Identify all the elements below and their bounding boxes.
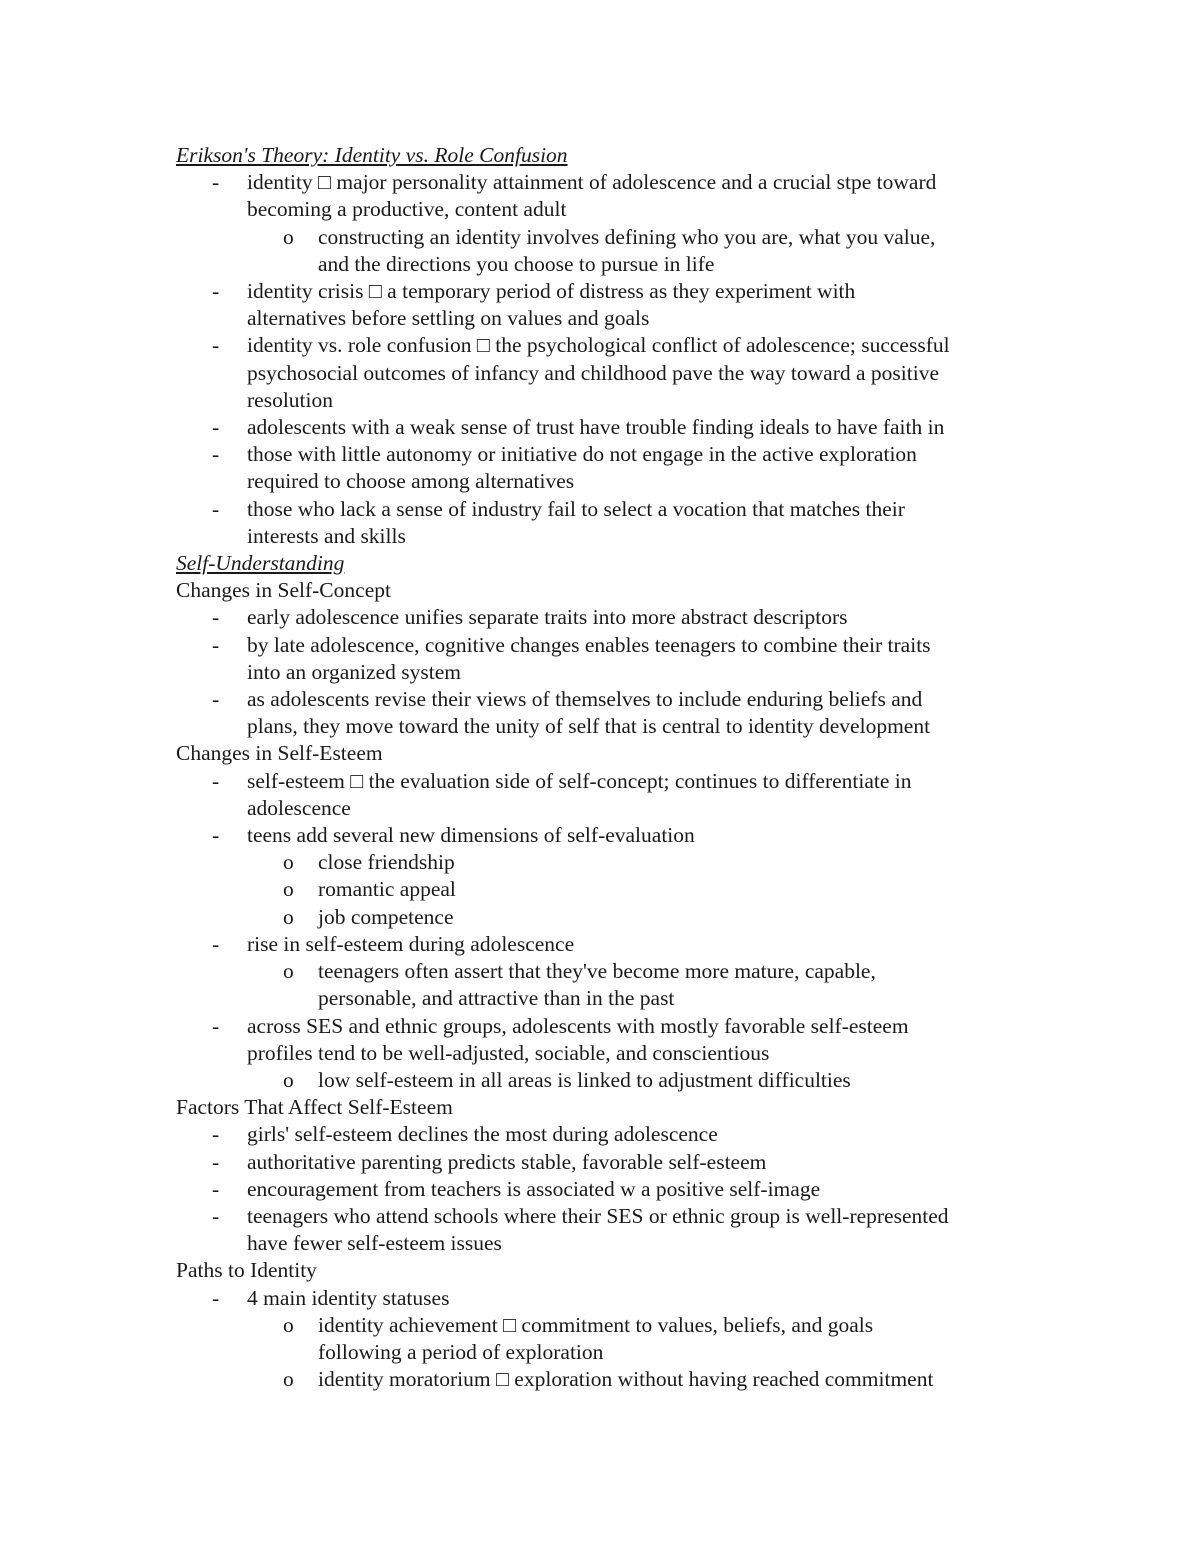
line-text: personable, and attractive than in the past [318,986,675,1011]
circle-bullet-icon: o [283,959,294,984]
line-text: psychosocial outcomes of infancy and childhood pave the way toward a positive [247,360,939,385]
bullet-item [0,441,1200,468]
line-text: those with little autonomy or initiative do not engage in the active exploration [247,442,917,467]
document-body [0,142,1200,1393]
line-text: self-esteem □ the evaluation side of self-concept; continues to differentiate in [247,768,912,793]
circle-bullet-icon: o [283,850,294,875]
line-text: teens add several new dimensions of self-evaluation [247,823,695,848]
bullet-item [0,713,1200,740]
circle-bullet-icon: o [283,904,294,929]
line-text: interests and skills [247,523,406,548]
bullet-item [0,1203,1200,1230]
line-text: and the directions you choose to pursue in life [318,251,715,276]
bullet-item [0,632,1200,659]
bullet-item [0,496,1200,523]
bullet-item [0,795,1200,822]
dash-bullet-icon: - [212,170,220,195]
section-heading [0,550,1200,577]
sub-bullet-item [0,251,1200,278]
bullet-item [0,468,1200,495]
line-text: early adolescence unifies separate traits into more abstract descriptors [247,605,848,630]
dash-bullet-icon: - [212,442,220,467]
dash-bullet-icon: - [212,931,220,956]
line-text: resolution [247,387,333,412]
bullet-item [0,1285,1200,1312]
line-text: following a period of exploration [318,1339,604,1364]
line-text: rise in self-esteem during adolescence [247,931,575,956]
line-text: those who lack a sense of industry fail to select a vocation that matches their [247,496,905,521]
line-text: constructing an identity involves defining who you are, what you value, [318,224,936,249]
dash-bullet-icon: - [212,1203,220,1228]
line-text: job competence [318,904,454,929]
dash-bullet-icon: - [212,768,220,793]
line-text: Changes in Self-Esteem [176,741,383,766]
line-text: identity vs. role confusion □ the psychological conflict of adolescence; successful [247,333,950,358]
dash-bullet-icon: - [212,632,220,657]
sub-bullet-item [0,1366,1200,1393]
line-text: close friendship [318,850,455,875]
sub-bullet-item [0,958,1200,985]
dash-bullet-icon: - [212,415,220,440]
bullet-item [0,1176,1200,1203]
dash-bullet-icon: - [212,1285,220,1310]
sub-bullet-item [0,1312,1200,1339]
section-heading [0,142,1200,169]
bullet-item [0,332,1200,359]
line-text: Factors That Affect Self-Esteem [176,1095,453,1120]
line-text: teenagers who attend schools where their SES or ethnic group is well-represented [247,1203,949,1228]
line-text: authoritative parenting predicts stable, favorable self-esteem [247,1149,767,1174]
line-text: encouragement from teachers is associated w a positive self-image [247,1176,821,1201]
line-text: identity crisis □ a temporary period of distress as they experiment with [247,279,856,304]
line-text: girls' self-esteem declines the most during adolescence [247,1122,718,1147]
dash-bullet-icon: - [212,605,220,630]
line-text: 4 main identity statuses [247,1285,450,1310]
bullet-item [0,360,1200,387]
subsection-title [0,740,1200,767]
line-text: Self-Understanding [176,551,345,576]
subsection-title [0,577,1200,604]
bullet-item [0,768,1200,795]
line-text: alternatives before settling on values and goals [247,306,650,331]
line-text: across SES and ethnic groups, adolescents with mostly favorable self-esteem [247,1013,909,1038]
line-text: adolescents with a weak sense of trust have trouble finding ideals to have faith in [247,415,945,440]
bullet-item [0,686,1200,713]
bullet-item [0,169,1200,196]
circle-bullet-icon: o [283,224,294,249]
bullet-item [0,278,1200,305]
bullet-item [0,1013,1200,1040]
circle-bullet-icon: o [283,1312,294,1337]
line-text: have fewer self-esteem issues [247,1231,502,1256]
bullet-item [0,196,1200,223]
sub-bullet-item [0,876,1200,903]
bullet-item [0,414,1200,441]
line-text: by late adolescence, cognitive changes enables teenagers to combine their traits [247,632,931,657]
bullet-item [0,931,1200,958]
sub-bullet-item [0,224,1200,251]
line-text: becoming a productive, content adult [247,197,567,222]
sub-bullet-item [0,1067,1200,1094]
line-text: into an organized system [247,659,461,684]
line-text: romantic appeal [318,877,456,902]
subsection-title [0,1094,1200,1121]
dash-bullet-icon: - [212,279,220,304]
circle-bullet-icon: o [283,1367,294,1392]
line-text: identity achievement □ commitment to values, beliefs, and goals [318,1312,874,1337]
line-text: teenagers often assert that they've become more mature, capable, [318,959,876,984]
sub-bullet-item [0,904,1200,931]
bullet-item [0,1149,1200,1176]
bullet-item [0,822,1200,849]
dash-bullet-icon: - [212,496,220,521]
dash-bullet-icon: - [212,1122,220,1147]
line-text: adolescence [247,795,351,820]
line-text: Erikson's Theory: Identity vs. Role Confusion [176,143,568,167]
bullet-item [0,1230,1200,1257]
bullet-item [0,523,1200,550]
line-text: as adolescents revise their views of themselves to include enduring beliefs and [247,687,923,712]
dash-bullet-icon: - [212,1013,220,1038]
sub-bullet-item [0,849,1200,876]
line-text: Paths to Identity [176,1258,317,1283]
bullet-item [0,387,1200,414]
bullet-item [0,1040,1200,1067]
dash-bullet-icon: - [212,687,220,712]
dash-bullet-icon: - [212,823,220,848]
dash-bullet-icon: - [212,1149,220,1174]
bullet-item [0,1121,1200,1148]
line-text: identity moratorium □ exploration without having reached commitment [318,1367,934,1392]
circle-bullet-icon: o [283,1067,294,1092]
line-text: required to choose among alternatives [247,469,575,494]
line-text: low self-esteem in all areas is linked to adjustment difficulties [318,1067,851,1092]
line-text: identity □ major personality attainment of adolescence and a crucial stpe toward [247,170,937,195]
sub-bullet-item [0,985,1200,1012]
bullet-item [0,659,1200,686]
bullet-item [0,305,1200,332]
line-text: Changes in Self-Concept [176,578,391,603]
sub-bullet-item [0,1339,1200,1366]
subsection-title [0,1257,1200,1284]
line-text: plans, they move toward the unity of self that is central to identity development [247,714,931,739]
dash-bullet-icon: - [212,1176,220,1201]
line-text: profiles tend to be well-adjusted, sociable, and conscientious [247,1040,770,1065]
bullet-item [0,604,1200,631]
dash-bullet-icon: - [212,333,220,358]
circle-bullet-icon: o [283,877,294,902]
